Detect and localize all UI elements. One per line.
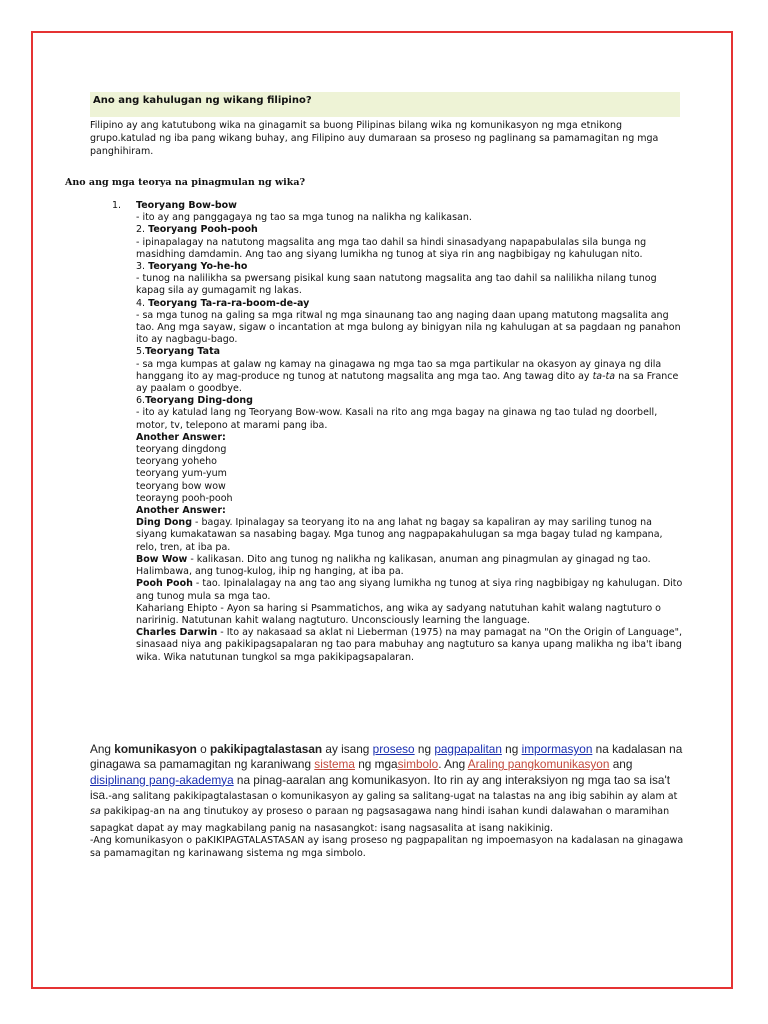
theory-entry <box>136 517 686 554</box>
entry-desc: - bagay. Ipinalagay sa teoryang ito na ang lahat ng bagay sa kapaliran ay may sariling tunog na siyang kumakatawan sa nasabing bagay. Mga tunog ang nagpapakahulugan sa mga bagay tulad ng kampana, relo, tren, at iba pa. <box>136 517 663 553</box>
theory-entry <box>136 578 686 602</box>
theory-title: Teoryang Ding-dong <box>145 395 253 407</box>
alt-list-item: teoryang dingdong <box>136 444 227 456</box>
theory-title: Teoryang Pooh-pooh <box>148 224 258 236</box>
list-number: 1. <box>112 200 122 211</box>
list-number: 4. <box>136 297 146 309</box>
link-araling-pangkomunikasyon[interactable]: Araling pangkomunikasyon <box>467 757 610 772</box>
entry-desc: - Ito ay nakasaad sa aklat ni Lieberman (1975) na may pamagat na "On the Origin of Language", sinasaad niya ang pakikipagsapalaran ng tao para mabuhay ang nagtuturo sa kanya upang malikha ng iba't ibang wika. Wika natutunan tungkol sa mga pakikipagsapalaran. <box>136 627 682 663</box>
alt-list-item: teoryang yum-yum <box>136 468 227 480</box>
text: . Ang <box>438 757 468 772</box>
link-proseso[interactable]: proseso <box>372 742 415 756</box>
entry-desc: - tao. Ipinalalagay na ang tao ang siyang lumikha ng tunog at siya ring nagbibigay ng kahulugan. Dito ang tunog mula sa mga tao. <box>136 578 683 602</box>
entry-title: Bow Wow <box>136 553 188 565</box>
link-sistema[interactable]: sistema <box>314 757 355 772</box>
link-disiplinang-pang-akademya[interactable]: disiplinang pang-akademya <box>90 772 234 787</box>
alt-list-item: teoryang bow wow <box>136 480 226 492</box>
link-simbolo[interactable]: simbolo <box>397 757 439 772</box>
entry-title: Charles Darwin <box>136 627 218 639</box>
text: ng <box>414 742 435 756</box>
theory-title: Teoryang Ta-ra-ra-boom-de-ay <box>148 297 310 309</box>
list-number: 6. <box>136 395 146 407</box>
theory-desc: - ito ay katulad lang ng Teoryang Bow-wow. Kasali na rito ang mga bagay na ginawa ng tao tulad ng doorbell, motor, tv, telepono at marami pang iba. <box>136 407 658 431</box>
section-heading: Ano ang mga teorya na pinagmulan ng wika? <box>65 177 306 188</box>
list-item <box>136 395 686 432</box>
text: na kadalasan na ginagawa sa pamamagitan ng karaniwang <box>90 742 683 772</box>
entry-desc: - kalikasan. Dito ang tunog ng nalikha ng kalikasan, anuman ang pinagmulan ay ginagad ng tao. Halimbawa, ang tunog-kulog, ihip ng hanging, at iba pa. <box>136 553 651 578</box>
bold-term: komunikasyon <box>114 742 197 756</box>
theory-title: Teoryang Yo-he-ho <box>148 261 248 273</box>
link-impormasyon[interactable]: impormasyon <box>521 742 593 756</box>
another-answer-label: Another Answer: <box>136 431 226 443</box>
entry-title: Ding Dong <box>136 517 192 529</box>
text: ng mga <box>354 757 398 772</box>
theory-desc-text: na sa France ay paalam o goodbye. <box>136 370 679 395</box>
theory-title: Teoryang Tata <box>145 346 221 358</box>
text: pakikipag-an na ang tinutukoy ay proseso o paraan ng pagsasagawa nang hindi isahan kundi dalawahan o maramihan sapagkat dapat ay may magkabilang panig na nasasangkot: isang nagsasalita at isang nakikinig. <box>90 806 670 834</box>
bold-term: pakikipagtalastasan <box>210 742 323 756</box>
theory-title: Teoryang Bow-bow <box>136 200 237 211</box>
text: na pinag-aaralan ang komunikasyon. Ito rin ay ang interaksiyon ng mga tao sa isa't isa. <box>90 772 671 802</box>
list-item <box>136 261 686 298</box>
theory-desc-italic: ta-ta <box>592 370 616 382</box>
theory-desc: - ito ay ang panggagaya ng tao sa mga tunog na nalikha ng kalikasan. <box>136 212 472 224</box>
list-item <box>136 224 686 261</box>
text: -Ang komunikasyon o paKIKIPAGTALASTASAN ay isang proseso ng pagpapalitan ng impoemasyon na kadalasan na ginagawa sa pamamagitan ng karinawang sistema ng mga simbolo. <box>90 835 684 859</box>
theory-desc-text: - sa mga kumpas at galaw ng kamay na ginagawa ng mga tao sa mga partikular na okasyon ay ginaya ng dila hanggang ito ay mag-produce ng tunog at natutong magsalita ang mga tao. Ang tawag dito ay <box>136 358 662 382</box>
text: o <box>196 742 211 756</box>
theory-list <box>112 200 686 664</box>
theory-desc: - tunog na nalilikha sa pwersang pisikal kung saan natutong magsalita ang tao dahil sa nalilikha nilang tunog kapag sila ay gumagamit ng lakas. <box>136 273 657 297</box>
alt-list-item: teorayng pooh-pooh <box>136 492 233 504</box>
italic-term: sa <box>90 806 101 818</box>
answer-paragraph: Filipino ay ang katutubong wika na ginagamit sa buong Pilipinas bilang wika ng komunikasyon ng mga etnikong grupo.katulad ng iba pang wikang buhay, ang Filipino auy dumaraan sa proseso ng paglinang sa pamamagitan ng mga panghihiram. <box>90 120 659 157</box>
entry-title: Pooh Pooh <box>136 578 193 590</box>
list-item <box>112 200 686 224</box>
komunikasyon-paragraph <box>90 742 690 861</box>
theory-desc: - ipinapalagay na natutong magsalita ang mga tao dahil sa hindi sinasadyang napapabulalas sila bunga ng masidhing damdamin. Ang tao ang siyang lumikha ng tunog at siya rin ang nagbibigay ng kahulugan nito. <box>136 236 647 260</box>
text: ng <box>501 742 522 756</box>
list-item <box>136 346 686 395</box>
theory-entry <box>136 554 686 578</box>
text: -ang salitang pakikipagtalastasan o komunikasyon ay galing sa salitang-ugat na talastas na ang ibig sabihin ay alam at <box>108 790 678 802</box>
alt-list-item: teoryang yoheho <box>136 456 217 468</box>
theory-desc: - sa mga tunog na galing sa mga ritwal ng mga sinaunang tao ang naging daan upang matutong magsalita ang tao. Ang mga sayaw, sigaw o incantation at mga bulong ay binigyan nila ng kahulugan at sa pagdaan ng panahon ito ay nagbagu-bago. <box>136 309 681 346</box>
theory-entry: Kahariang Ehipto - Ayon sa haring si Psammatichos, ang wika ay sadyang natutuhan kahit walang nagtuturo o naririnig. Natutunan kahit walang nagtuturo. Unconsciously learning the language. <box>136 602 661 626</box>
list-number: 3. <box>136 261 146 273</box>
theory-entry <box>136 627 686 664</box>
text: ang <box>609 757 633 772</box>
list-item <box>136 298 686 347</box>
list-number: 5. <box>136 346 146 358</box>
list-number: 2. <box>136 224 146 236</box>
question-heading: Ano ang kahulugan ng wikang filipino? <box>93 95 312 106</box>
text: Ang <box>90 742 115 756</box>
another-answer-label: Another Answer: <box>136 505 226 517</box>
text: ay isang <box>322 742 373 756</box>
theory-desc <box>136 359 686 396</box>
link-pagpapalitan[interactable]: pagpapalitan <box>434 742 502 756</box>
